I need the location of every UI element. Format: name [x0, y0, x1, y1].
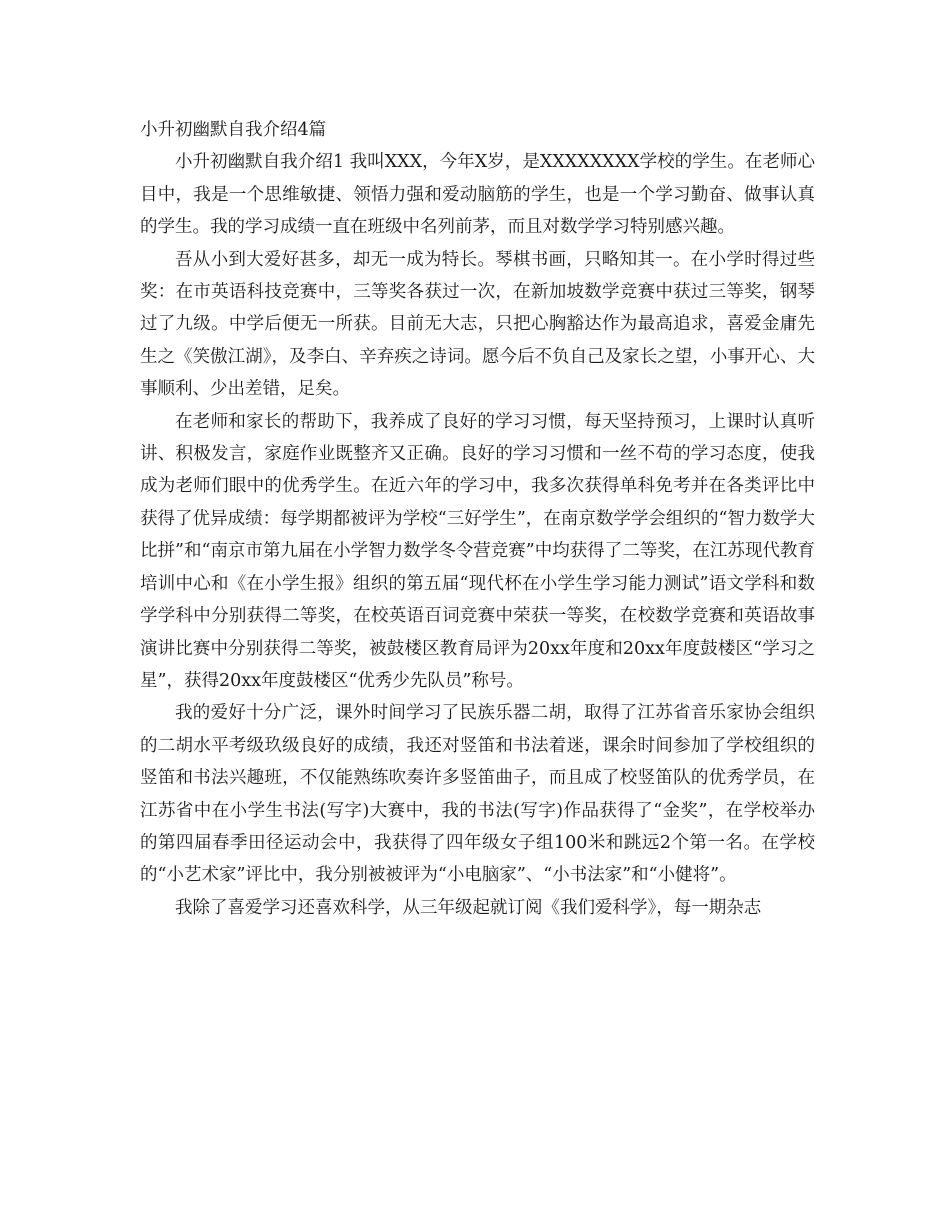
document-title: 小升初幽默自我介绍4篇	[140, 120, 327, 140]
paragraph-5: 我除了喜爱学习还喜欢科学，从三年级起就订阅《我们爱科学》，每一期杂志	[175, 897, 762, 918]
paragraph-2: 吾从小到大爱好甚多，却无一成为特长。琴棋书画，只略知其一。在小学时得过些奖：在市英语科技竞赛中，三等奖各获过一次，在新加坡数学竞赛中获过三等奖，钢琴过了九级。中学后便无一所获。目前无大志，只把心胸豁达作为最高追求，喜爱金庸先生之《笑傲江湖》，及李白、辛弃疾之诗词。愿今后不负自己及家长之望，小事开心、大事顺利、少出差错，足矣。	[140, 249, 815, 400]
paragraph-3: 在老师和家长的帮助下，我养成了良好的学习习惯，每天坚持预习，上课时认真听讲、积极发言，家庭作业既整齐又正确。良好的学习习惯和一丝不苟的学习态度，使我成为老师们眼中的优秀学生。在近六年的学习中，我多次获得单科免考并在各类评比中获得了优异成绩：每学期都被评为学校“三好学生”，在南京数学学会组织的“智力数学大比拼”和“南京市第九届在小学智力数学冬令营竞赛”中均获得了二等奖，在江苏现代教育培训中心和《在小学生报》组织的第五届“现代杯在小学生学习能力测试”语文学科和数学学科中分别获得二等奖，在校英语百词竞赛中荣获一等奖，在校数学竞赛和英语故事演讲比赛中分别获得二等奖，被鼓楼区教育局评为20xx年度和20xx年度鼓楼区“学习之星”，获得20xx年度鼓楼区“优秀少先队员”称号。	[140, 411, 815, 691]
paragraph-1: 小升初幽默自我介绍1 我叫XXX，今年X岁，是XXXXXXXX学校的学生。在老师心目中，我是一个思维敏捷、领悟力强和爱动脑筋的学生，也是一个学习勤奋、做事认真的学生。我的学习成绩一直在班级中名列前茅，而且对数学学习特别感兴趣。	[140, 152, 815, 238]
paragraph-4: 我的爱好十分广泛，课外时间学习了民族乐器二胡，取得了江苏省音乐家协会组织的二胡水平考级玖级良好的成绩，我还对竖笛和书法着迷，课余时间参加了学校组织的竖笛和书法兴趣班，不仅能熟练吹奏许多竖笛曲子，而且成了校竖笛队的优秀学员，在江苏省中在小学生书法(写字)大赛中，我的书法(写字)作品获得了“金奖”，在学校举办的第四届春季田径运动会中，我获得了四年级女子组100米和跳远2个第一名。在学校的“小艺术家”评比中，我分别被被评为“小电脑家”、“小书法家”和“小健将”。	[140, 703, 815, 886]
document-body	[140, 114, 815, 924]
